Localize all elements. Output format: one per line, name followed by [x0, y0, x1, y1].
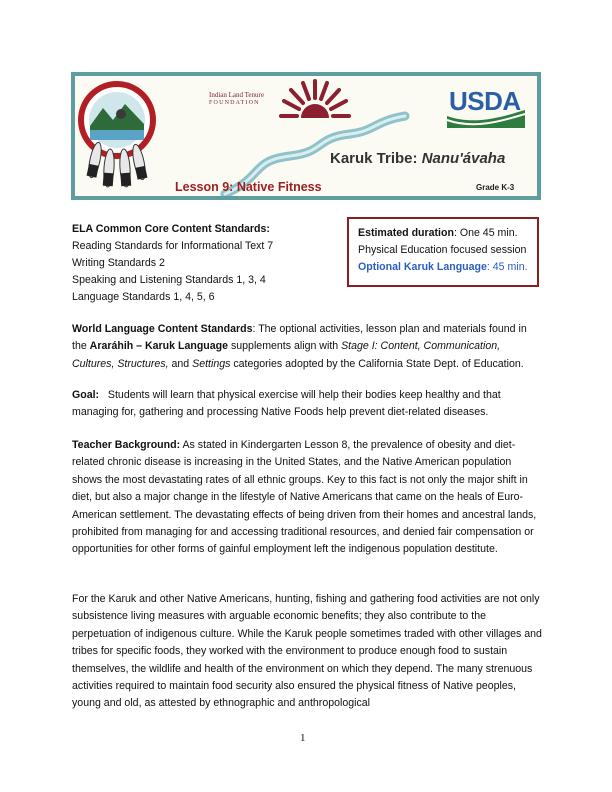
duration-value: : One 45 min.: [453, 227, 518, 239]
standard-item: Writing Standards 2: [72, 257, 165, 269]
grade-label: Grade K-3: [476, 183, 515, 192]
goal-text: Students will learn that physical exercise will help their bodies keep healthy and that managing for, gathering and processing Native Foods help prevent diet-related diseases.: [72, 389, 501, 419]
world-language-paragraph: [72, 321, 542, 373]
goal-paragraph: [72, 387, 542, 422]
karuk-tribe-seal-icon: [81, 84, 153, 156]
page-number: 1: [300, 732, 306, 744]
tribe-title-prefix: Karuk Tribe:: [330, 150, 422, 167]
goal-label: Goal:: [72, 389, 100, 401]
session-type: Physical Education focused session: [358, 244, 527, 256]
world-language-text: and: [168, 357, 193, 370]
standard-item: Language Standards 1, 4, 5, 6: [72, 291, 215, 303]
usda-wordmark: USDA: [449, 86, 521, 116]
foundation-name: Indian Land Tenure: [209, 91, 264, 99]
teacher-background-paragraph: [72, 437, 542, 559]
foundation-sun-icon: [281, 81, 349, 118]
karuk-language-brand: Araráhih – Karuk Language: [89, 340, 229, 353]
standard-item: Reading Standards for Informational Text 7: [72, 240, 274, 252]
world-language-label: World Language Content Standards: [72, 323, 253, 335]
world-language-text: categories adopted by the California State Dept. of Education.: [230, 357, 524, 370]
ela-standards: [72, 221, 273, 306]
standard-item: Speaking and Listening Standards 1, 3, 4: [72, 274, 266, 286]
foundation-subtitle: FOUNDATION: [209, 100, 260, 106]
world-language-settings: Settings: [192, 357, 231, 370]
optional-language-label: Optional Karuk Language: [358, 261, 487, 273]
world-language-text: supplements align with: [228, 340, 342, 353]
foundation-wordmark: [209, 91, 264, 107]
karuk-food-paragraph: For the Karuk and other Native Americans, hunting, fishing and gathering food activities are not only subsistence living measures with arguable economic benefits; they also contribute to the perpetuation of indigenous culture. While the Karuk people sometimes traded with other villages and tribes for specific foods, they worked with the environment to produce enough food to sustain themselves, the wildlife and health of the environment on which they depend. The many strenuous activities required to maintain food security also ensured the physical fitness of Native peoples, young and old, as attested by ethnographic and anthropological: [72, 593, 542, 710]
duration-label: Estimated duration: [358, 227, 454, 239]
header-banner: [71, 72, 541, 200]
tribe-title: [330, 150, 505, 167]
teacher-background-text: As stated in Kindergarten Lesson 8, the prevalence of obesity and diet-related chronic disease is increasing in the United States, and the Native American population shows the most devastating rates of all ethnic groups. Key to this fact is not only the major shift in diet, but also a major change in the lifestyle of Native Americans that came on the heals of Euro-American settlement. The devastating effects of being driven from their homes and ancestral lands, prohibited from managing for and accessing traditional resources, and denied fair compensation or opportunities for other forms of gainful employment left the indigenous population destitute.: [72, 439, 537, 556]
lesson-title: Lesson 9: Native Fitness: [175, 180, 322, 194]
estimated-duration-box: [347, 217, 539, 287]
optional-language-value: : 45 min.: [486, 261, 528, 273]
world-language-text: : The optional activities, lesson plan and materials found in the: [72, 323, 527, 353]
ela-standards-heading: ELA Common Core Content Standards:: [72, 223, 270, 235]
tribe-title-native: Nanu'ávaha: [421, 150, 506, 167]
teacher-background-label: Teacher Background:: [72, 439, 181, 451]
world-language-categories: Stage I: Content, Communication, Cultures, Structures,: [72, 340, 501, 370]
